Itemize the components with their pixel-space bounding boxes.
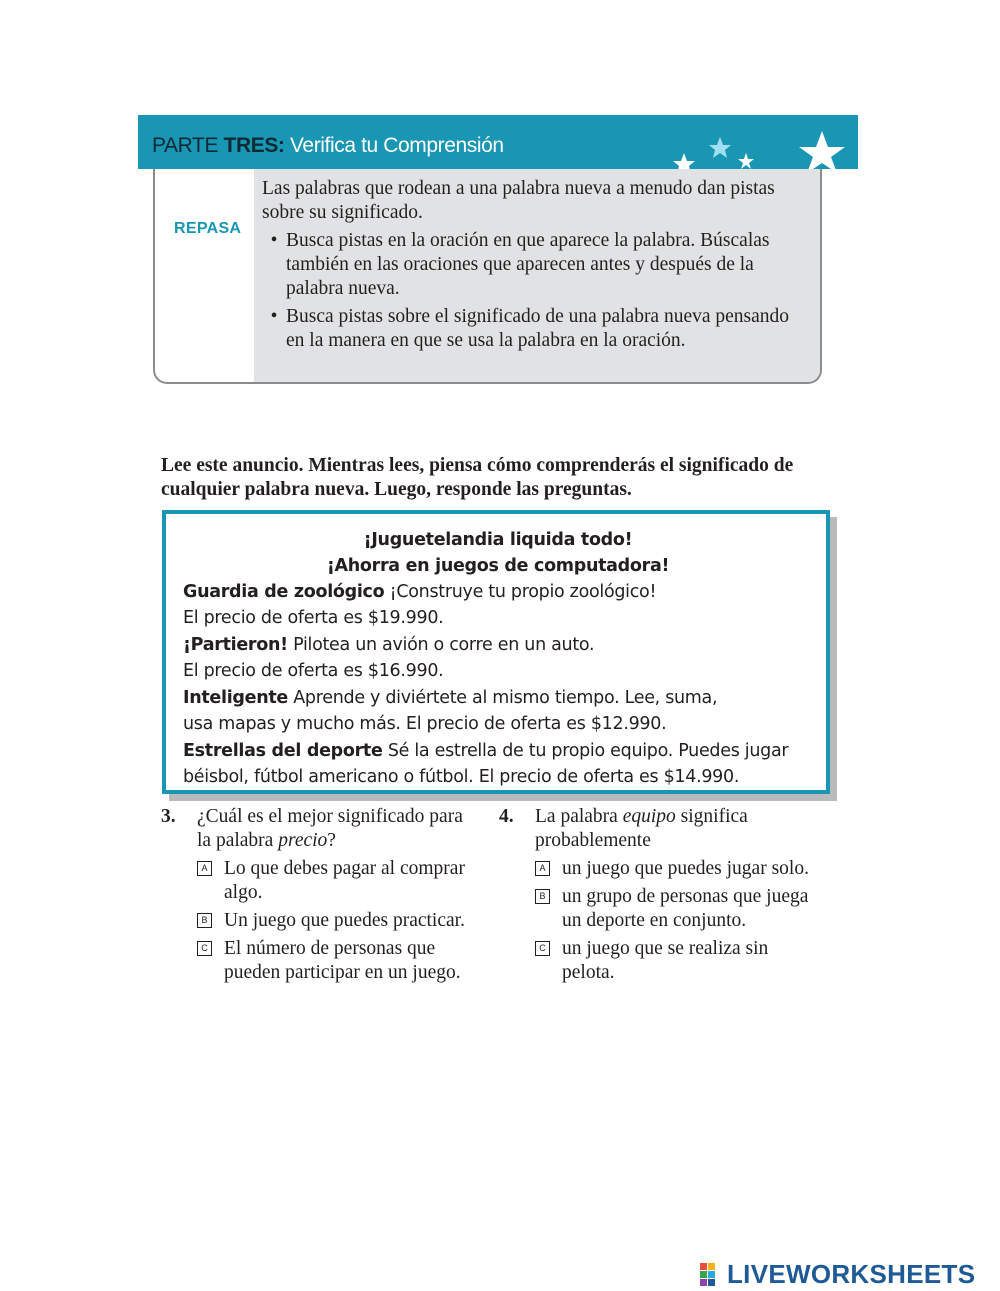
section-title-tres: TRES: — [223, 134, 285, 157]
option-letter-box: B — [197, 913, 212, 928]
review-bullet-text: Busca pistas sobre el significado de una palabra nueva pensando en la manera en que se usa la palabra en la oración. — [286, 306, 790, 351]
option-text: un juego que se realiza sin pelota. — [562, 938, 769, 983]
question-3 — [161, 805, 481, 985]
ad-item — [183, 579, 813, 631]
review-label: REPASA — [174, 220, 242, 237]
instructions: Lee este anuncio. Mientras lees, piensa cómo comprenderás el significado de cualquier palabra nueva. Luego, responde las preguntas. — [161, 455, 794, 500]
review-bullet — [262, 305, 802, 353]
section-header-band — [138, 115, 858, 169]
ad-item-desc: Sé la estrella de tu propio equipo. Puedes jugar — [382, 741, 789, 761]
question-stem-before: ¿Cuál es el mejor significado para la palabra — [197, 806, 463, 851]
ad-item-name: Inteligente — [183, 688, 288, 708]
option-text: El número de personas que pueden participar en un juego. — [224, 938, 461, 983]
question-4 — [499, 805, 819, 985]
option-text: Lo que debes pagar al comprar algo. — [224, 858, 465, 903]
liveworksheets-logo-icon — [700, 1263, 724, 1287]
section-title-parte: PARTE — [152, 134, 219, 157]
answer-option-b[interactable] — [535, 885, 819, 933]
review-bullet — [262, 229, 802, 301]
option-text: un grupo de personas que juega un deporte en conjunto. — [562, 886, 809, 931]
ad-headline-2: ¡Ahorra en juegos de computadora! — [326, 556, 670, 576]
ad-item-desc: Pilotea un avión o corre en un auto. — [287, 635, 595, 655]
review-box — [153, 169, 822, 384]
watermark — [700, 1259, 975, 1290]
ad-item — [183, 738, 813, 790]
bullet-icon: • — [270, 230, 278, 251]
advertisement-box — [162, 510, 830, 794]
ad-item — [183, 685, 813, 737]
review-intro: Las palabras que rodean a una palabra nueva a menudo dan pistas sobre su significado. — [262, 178, 775, 223]
answer-option-c[interactable] — [197, 937, 481, 985]
question-stem-after: ? — [327, 830, 336, 851]
question-number: 4. — [499, 806, 514, 827]
advertisement-content — [183, 527, 813, 790]
answer-option-a[interactable] — [197, 857, 481, 905]
ad-item-desc: ¡Construye tu propio zoológico! — [384, 582, 657, 602]
option-letter-box: C — [535, 941, 550, 956]
watermark-text: LIVEWORKSHEETS — [727, 1259, 976, 1289]
ad-item-name: Guardia de zoológico — [183, 582, 385, 602]
section-title — [152, 134, 504, 158]
question-number: 3. — [161, 806, 176, 827]
ad-item-name: ¡Partieron! — [183, 635, 288, 655]
ad-item — [183, 632, 813, 684]
ad-item-desc-2: El precio de oferta es $19.990. — [183, 608, 444, 628]
question-stem — [197, 805, 481, 853]
option-text: un juego que puedes jugar solo. — [562, 858, 809, 879]
option-letter-box: A — [535, 861, 550, 876]
review-bullet-text: Busca pistas en la oración en que aparece la palabra. Búscalas también en las oraciones que aparecen antes y después de la palabra nueva. — [286, 230, 770, 299]
review-text — [262, 177, 802, 353]
section-title-subtitle: Verifica tu Comprensión — [289, 134, 504, 157]
ad-item-desc-2: béisbol, fútbol americano o fútbol. El precio de oferta es $14.990. — [183, 767, 740, 787]
ad-headline-1: ¡Juguetelandia liquida todo! — [363, 530, 633, 550]
answer-option-a[interactable] — [535, 857, 819, 881]
question-stem-before: La palabra — [535, 806, 623, 827]
option-letter-box: B — [535, 889, 550, 904]
question-stem-after: significa probablemente — [535, 806, 748, 851]
option-letter-box: A — [197, 861, 212, 876]
question-stem-word: precio — [278, 830, 328, 851]
answer-option-c[interactable] — [535, 937, 819, 985]
question-stem — [535, 805, 819, 853]
option-letter-box: C — [197, 941, 212, 956]
ad-item-desc: Aprende y diviértete al mismo tiempo. Lee, suma, — [288, 688, 718, 708]
bullet-icon: • — [270, 306, 278, 327]
question-stem-word: equipo — [622, 806, 676, 827]
ad-item-desc-2: usa mapas y mucho más. El precio de oferta es $12.990. — [183, 714, 667, 734]
option-text: Un juego que puedes practicar. — [224, 910, 465, 931]
ad-item-desc-2: El precio de oferta es $16.990. — [183, 661, 444, 681]
ad-item-name: Estrellas del deporte — [183, 741, 383, 761]
answer-option-b[interactable] — [197, 909, 481, 933]
